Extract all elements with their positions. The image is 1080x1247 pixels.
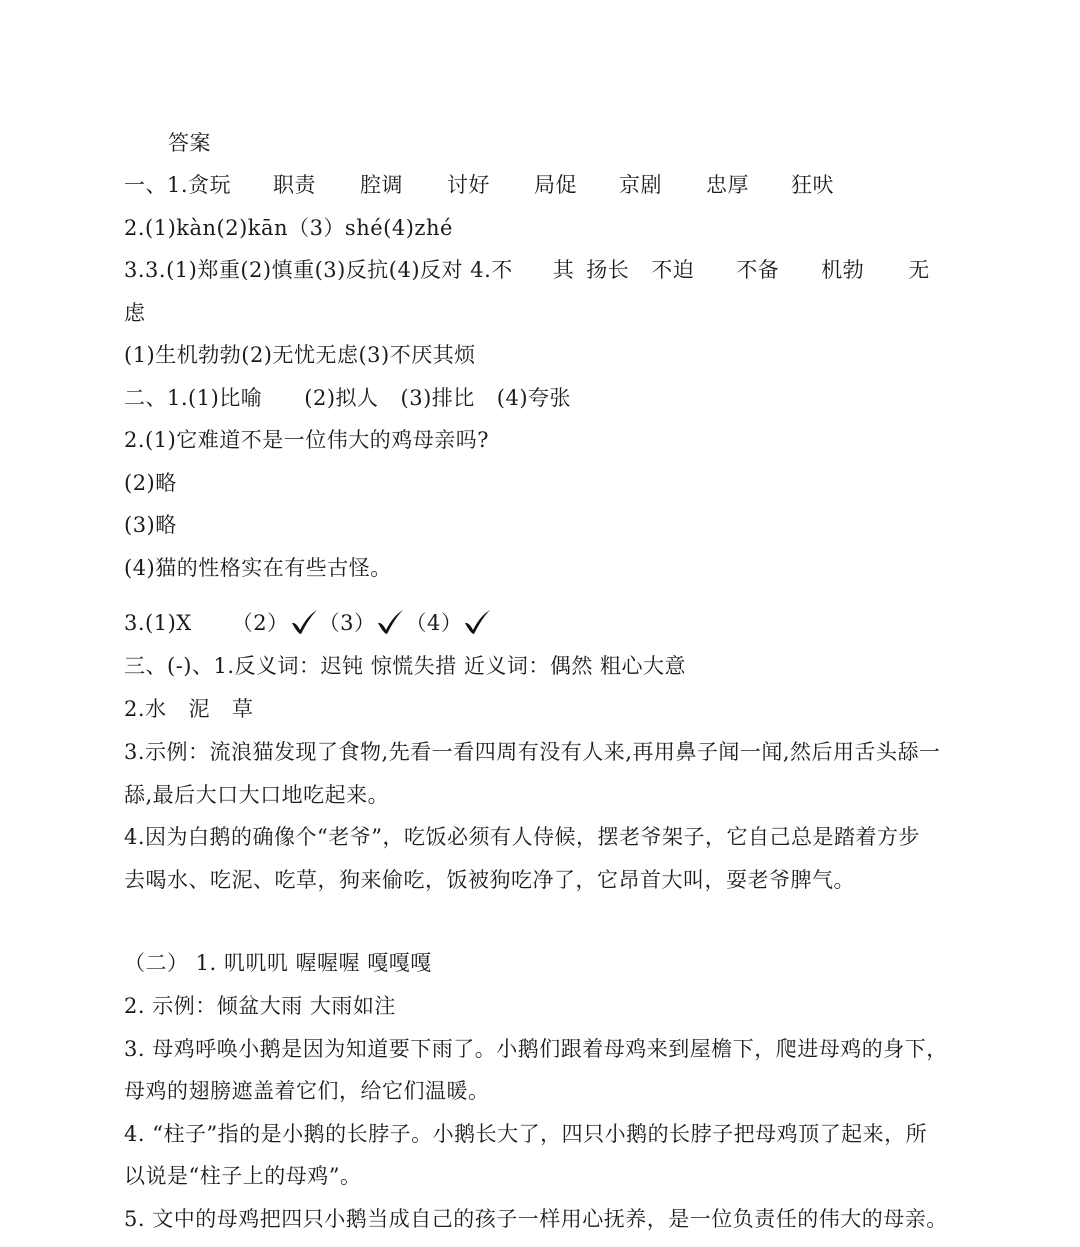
s2-q1-item: (2)拟人	[304, 386, 379, 410]
s1-q1-word: 忠厚	[706, 173, 750, 197]
s1-q3-word: 机勃	[821, 258, 865, 282]
s2-q3-2-label: （2）	[231, 611, 289, 635]
s2-q1-prefix: 二、1.	[124, 386, 189, 410]
s1-q3-line3: (1)生机勃勃(2)无忧无虑(3)不厌其烦	[124, 343, 476, 367]
s1-q2: 2.(1)kàn(2)kān（3）shé(4)zhé	[124, 216, 453, 240]
s4-q5: 5. 文中的母鸡把四只小鹅当成自己的孩子一样用心抚养，是一位负责任的伟大的母亲。	[124, 1207, 948, 1231]
checkmark-icon	[462, 608, 492, 636]
s2-q1-item: (1)比喻	[188, 386, 263, 410]
s2-q1	[124, 385, 571, 411]
s1-q1	[124, 172, 834, 198]
s3-q1: 三、(-)、1.反义词：迟钝 惊慌失措 近义词：偶然 粗心大意	[124, 654, 687, 678]
s3-q3-line1: 3.示例：流浪猫发现了食物,先看一看四周有没有人来,再用鼻子闻一闻,然后用舌头舔一	[124, 740, 941, 764]
s4-q2: 2. 示例：倾盆大雨 大雨如注	[124, 994, 396, 1018]
s4-q3-line1: 3. 母鸡呼唤小鹅是因为知道要下雨了。小鹅们跟着母鸡来到屋檐下，爬进母鸡的身下，	[124, 1037, 948, 1061]
s1-q3-word: 其	[552, 258, 575, 282]
s1-q3-word: 无	[908, 258, 930, 282]
s3-q2-word: 草	[232, 697, 254, 721]
s1-q3-line1	[124, 257, 930, 283]
s1-q1-word: 职责	[273, 173, 317, 197]
s3-q2	[124, 696, 254, 722]
s1-q1-word: 贪玩	[188, 173, 232, 197]
checkmark-icon	[289, 608, 319, 636]
s1-q1-word: 腔调	[360, 173, 404, 197]
s3-q2-prefix: 2.水	[124, 697, 167, 721]
s4-q1: （二） 1. 叽叽叽 喔喔喔 嘎嘎嘎	[124, 951, 432, 975]
s2-q3	[124, 608, 492, 636]
s3-q3-line2: 舔,最后大口大口地吃起来。	[124, 783, 390, 807]
s1-q1-word: 京剧	[619, 173, 663, 197]
s4-q4-line1: 4. “柱子”指的是小鹅的长脖子。小鹅长大了，四只小鹅的长脖子把母鸡顶了起来，所	[124, 1122, 928, 1146]
s2-q3-4-label: （4）	[405, 611, 463, 635]
s2-q2-2: (2)略	[124, 471, 177, 495]
s4-q4-line2: 以说是“柱子上的母鸡”。	[124, 1164, 362, 1188]
s1-q1-word: 狂吠	[791, 173, 835, 197]
s3-q4-line2: 去喝水、吃泥、吃草，狗来偷吃，饭被狗吃净了，它昂首大叫，耍老爷脾气。	[124, 868, 855, 892]
s1-q3-word: 不迫	[651, 258, 695, 282]
page-title: 答案	[168, 131, 211, 155]
s1-q3-word: 不备	[736, 258, 780, 282]
checkmark-icon	[375, 608, 405, 636]
s4-q3-line2: 母鸡的翅膀遮盖着它们，给它们温暖。	[124, 1079, 490, 1103]
s2-q1-item: (3)排比	[400, 386, 475, 410]
s2-q2-4: (4)猫的性格实在有些古怪。	[124, 556, 392, 580]
s2-q2-3: (3)略	[124, 513, 177, 537]
s2-q3-3-label: （3）	[318, 611, 376, 635]
s3-q4-line1: 4.因为白鹅的确像个“老爷”，吃饭必须有人侍候，摆老爷架子，它自己总是踏着方步	[124, 825, 921, 849]
s1-q1-prefix: 一、1.	[124, 173, 189, 197]
s1-q3-prefix: 3.3.(1)郑重(2)慎重(3)反抗(4)反对 4.不	[124, 258, 513, 282]
s1-q1-word: 局促	[534, 173, 578, 197]
s1-q1-word: 讨好	[447, 173, 491, 197]
s2-q1-item: (4)夸张	[496, 386, 572, 410]
s2-q2-1: 2.(1)它难道不是一位伟大的鸡母亲吗?	[124, 428, 490, 452]
s2-q3-prefix: 3.(1)X	[124, 611, 192, 635]
s3-q2-word: 泥	[188, 697, 211, 721]
s1-q3-line2: 虑	[124, 301, 146, 325]
s1-q3-word: 扬长	[586, 258, 630, 282]
